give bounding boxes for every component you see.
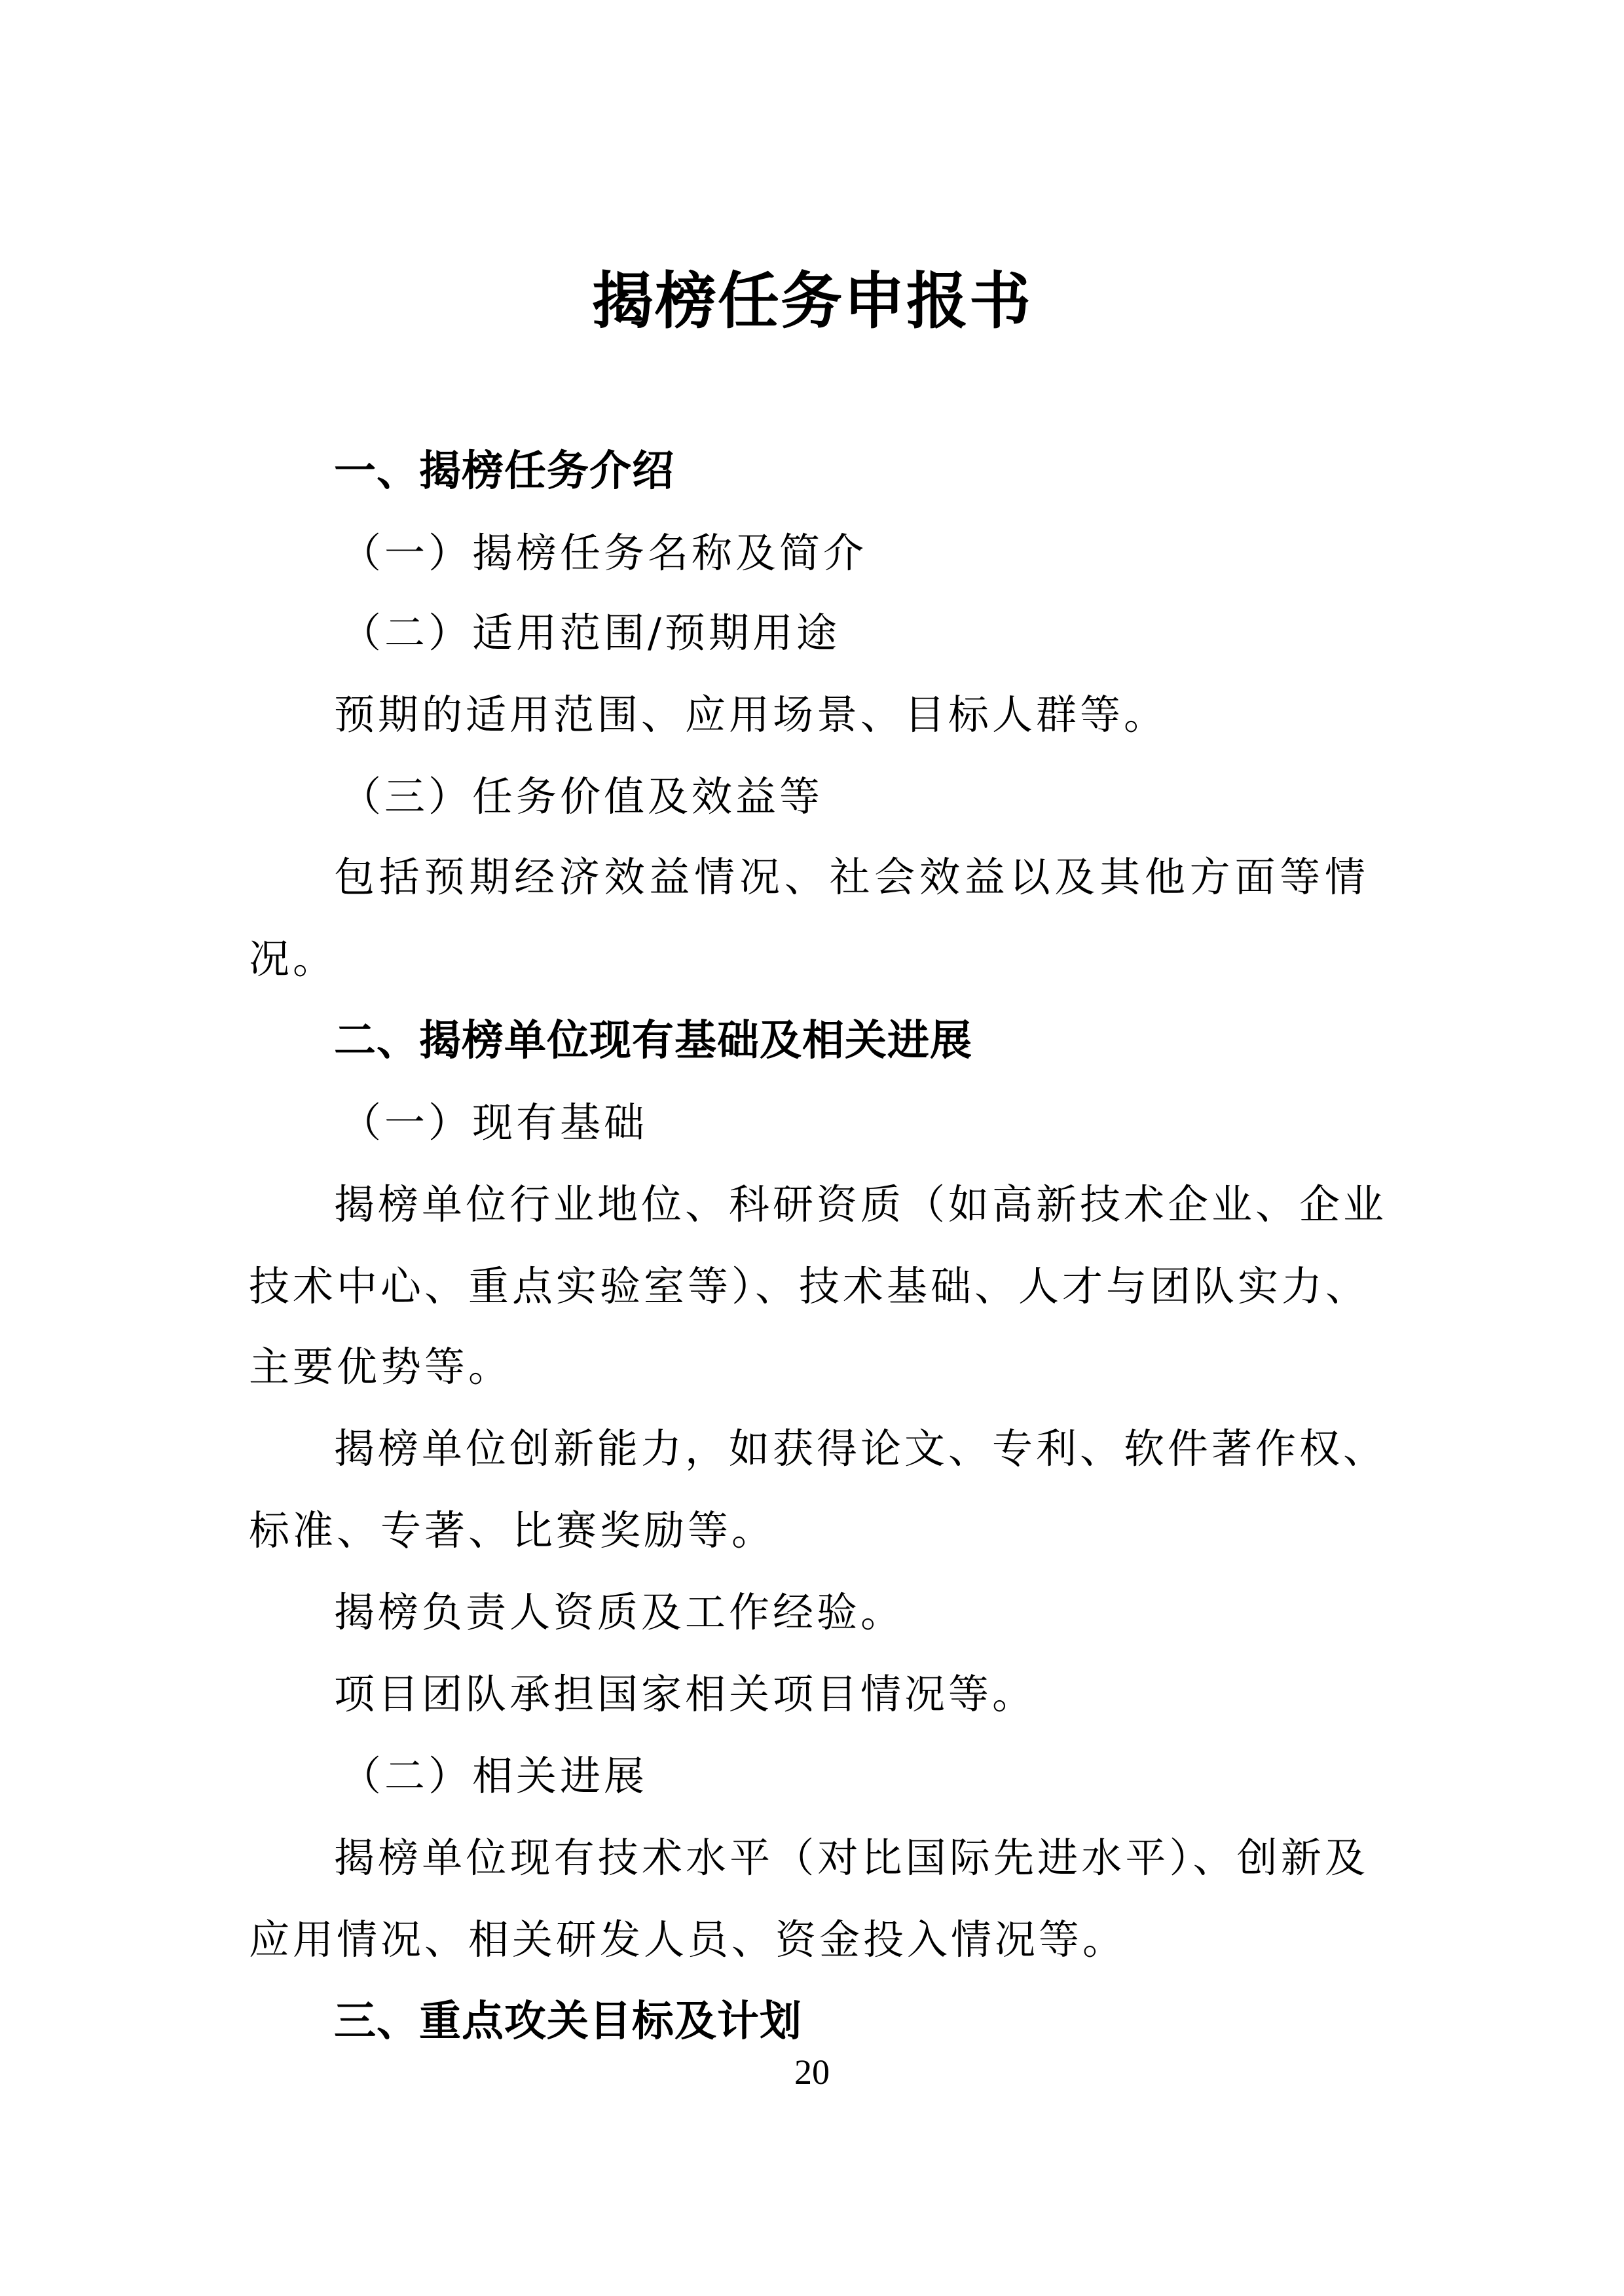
section-1-3-paragraph-line-1: 包括预期经济效益情况、社会效益以及其他方面等情: [334, 853, 1369, 901]
section-1-3-heading: （三）任务价值及效益等: [341, 773, 824, 820]
section-2-heading: 二、揭榜单位现有基础及相关进展: [334, 1017, 972, 1065]
section-2-1-paragraph-1-line-3: 主要优势等。: [249, 1343, 513, 1391]
section-2-1-paragraph-2-line-2: 标准、专著、比赛奖励等。: [249, 1506, 776, 1554]
section-2-1-paragraph-1-line-1: 揭榜单位行业地位、科研资质（如高新技术企业、企业: [334, 1180, 1388, 1228]
section-1-2-heading: （二）适用范围/预期用途: [341, 609, 840, 657]
section-2-1-heading: （一）现有基础: [341, 1099, 648, 1146]
section-1-3-paragraph-line-2: 况。: [249, 935, 337, 983]
section-2-2-paragraph-line-1: 揭榜单位现有技术水平（对比国际先进水平）、创新及: [334, 1834, 1369, 1882]
section-2-1-paragraph-1-line-2: 技术中心、重点实验室等）、技术基础、人才与团队实力、: [249, 1262, 1370, 1310]
section-2-1-paragraph-3: 揭榜负责人资质及工作经验。: [334, 1588, 905, 1636]
document-title: 揭榜任务申报书: [591, 265, 1032, 337]
section-2-1-paragraph-4: 项目团队承担国家相关项目情况等。: [334, 1670, 1037, 1718]
page-number: 20: [794, 2052, 830, 2092]
section-2-2-paragraph-line-2: 应用情况、相关研发人员、资金投入情况等。: [249, 1916, 1127, 1963]
section-2-2-heading: （二）相关进展: [341, 1752, 648, 1800]
section-1-heading: 一、揭榜任务介绍: [334, 447, 674, 496]
section-2-1-paragraph-2-line-1: 揭榜单位创新能力，如获得论文、专利、软件著作权、: [334, 1425, 1388, 1472]
section-1-2-paragraph: 预期的适用范围、应用场景、目标人群等。: [334, 691, 1168, 738]
section-3-heading: 三、重点攻关目标及计划: [334, 1997, 802, 2046]
section-1-1-heading: （一）揭榜任务名称及简介: [341, 529, 868, 577]
